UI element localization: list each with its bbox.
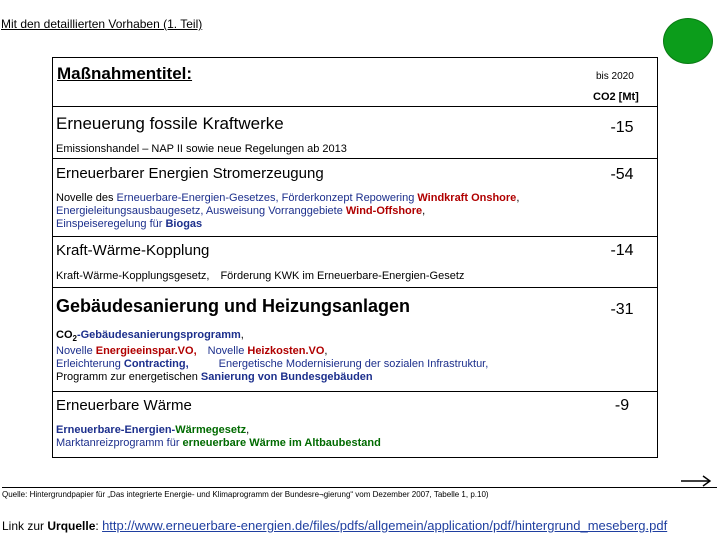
detail-text: ,: [324, 345, 328, 358]
section-value-fossil: -15: [610, 119, 634, 136]
section-title-fossil: Erneuerung fossile Kraftwerke: [56, 114, 284, 133]
link-colon: :: [95, 519, 99, 533]
section-detail-buildings: [56, 329, 488, 384]
detail-text: Novelle: [207, 345, 248, 358]
column-unit-header: CO2 [Mt]: [593, 91, 639, 103]
detail-highlight: Wärmegesetz: [175, 424, 247, 436]
section-divider: [53, 236, 657, 237]
section-divider: [53, 391, 657, 392]
section-title-chp: Kraft-Wärme-Kopplung: [56, 242, 210, 259]
detail-text: Kraft-Wärme-Kopplungsgesetz,: [56, 270, 210, 282]
section-value-buildings: -31: [610, 301, 634, 318]
section-divider: [53, 158, 657, 159]
source-link-row: [2, 518, 667, 533]
detail-text: Novelle: [56, 345, 96, 358]
detail-highlight: Contracting,: [123, 358, 189, 371]
section-title-renewable-power: Erneuerbarer Energien Stromerzeugung: [56, 165, 324, 182]
detail-highlight: Erneuerbare-Energien-: [56, 424, 176, 436]
section-divider: [53, 287, 657, 288]
detail-highlight: Energieeinspar.VO,: [95, 345, 197, 358]
page-title: Mit den detaillierten Vorhaben (1. Teil): [1, 17, 203, 31]
detail-highlight: Biogas: [165, 218, 203, 230]
detail-text: Marktanreizprogramm für: [56, 437, 183, 449]
detail-text: Novelle des: [56, 192, 117, 204]
link-label-bold: Urquelle: [47, 519, 96, 533]
detail-highlight: Sanierung von Bundesgebäuden: [200, 371, 373, 384]
detail-subscript: 2: [72, 334, 77, 344]
arrow-right-icon[interactable]: [681, 473, 713, 489]
detail-text: Förderung KWK im Erneuerbare-Energien-Gesetz: [220, 270, 465, 282]
section-detail-renewable-heat: [56, 424, 381, 450]
source-link[interactable]: http://www.erneuerbare-energien.de/files/pdfs/allgemein/application/pdf/hintergrund_meseberg.pdf: [102, 518, 668, 533]
measure-title-header: Maßnahmentitel:: [57, 64, 193, 83]
detail-text: Erleichterung: [56, 358, 124, 371]
column-year-header: bis 2020: [596, 71, 634, 82]
link-label: Link zur: [2, 519, 48, 533]
detail-text: , Förderkonzept Repowering: [275, 192, 418, 204]
detail-text: Einspeiseregelung für: [56, 218, 166, 230]
source-citation: Quelle: Hintergrundpapier für „Das integrierte Energie- und Klimaprogramm der Bundesre¬gierung“ vom Dezember 2007, Tabelle 1, p.10): [2, 490, 489, 499]
status-circle-icon: [663, 18, 713, 64]
detail-text: Energieleitungsausbaugesetz, Ausweisung Vorranggebiete: [56, 205, 346, 217]
detail-highlight: Windkraft Onshore: [417, 192, 517, 204]
header-divider: [53, 106, 657, 107]
section-value-renewable-heat: -9: [614, 397, 630, 414]
section-detail-fossil: Emissionshandel – NAP II sowie neue Regelungen ab 2013: [56, 143, 347, 155]
detail-highlight: CO: [56, 329, 73, 341]
detail-text: Energetische Modernisierung der sozialen Infrastruktur,: [218, 358, 489, 371]
detail-text: ,: [240, 329, 244, 341]
footer-divider: [2, 487, 717, 488]
detail-highlight: Erneuerbare-Energien-Gesetzes: [116, 192, 276, 204]
detail-text: ,: [422, 205, 426, 217]
detail-text: ,: [246, 424, 250, 436]
detail-highlight: erneuerbare Wärme im Altbaubestand: [182, 437, 381, 449]
section-value-renewable-power: -54: [610, 166, 634, 183]
detail-highlight: Wind-Offshore: [345, 205, 423, 217]
detail-text: Programm zur energetischen: [56, 371, 201, 384]
detail-highlight: Heizkosten.VO: [247, 345, 325, 358]
detail-highlight: -Gebäudesanierungsprogramm: [76, 329, 241, 341]
section-detail-chp: [56, 270, 464, 283]
section-value-chp: -14: [610, 242, 634, 259]
section-title-renewable-heat: Erneuerbare Wärme: [56, 397, 192, 414]
detail-text: ,: [516, 192, 520, 204]
section-title-buildings: Gebäudesanierung und Heizungsanlagen: [56, 296, 411, 316]
section-detail-renewable-power: [56, 192, 519, 231]
